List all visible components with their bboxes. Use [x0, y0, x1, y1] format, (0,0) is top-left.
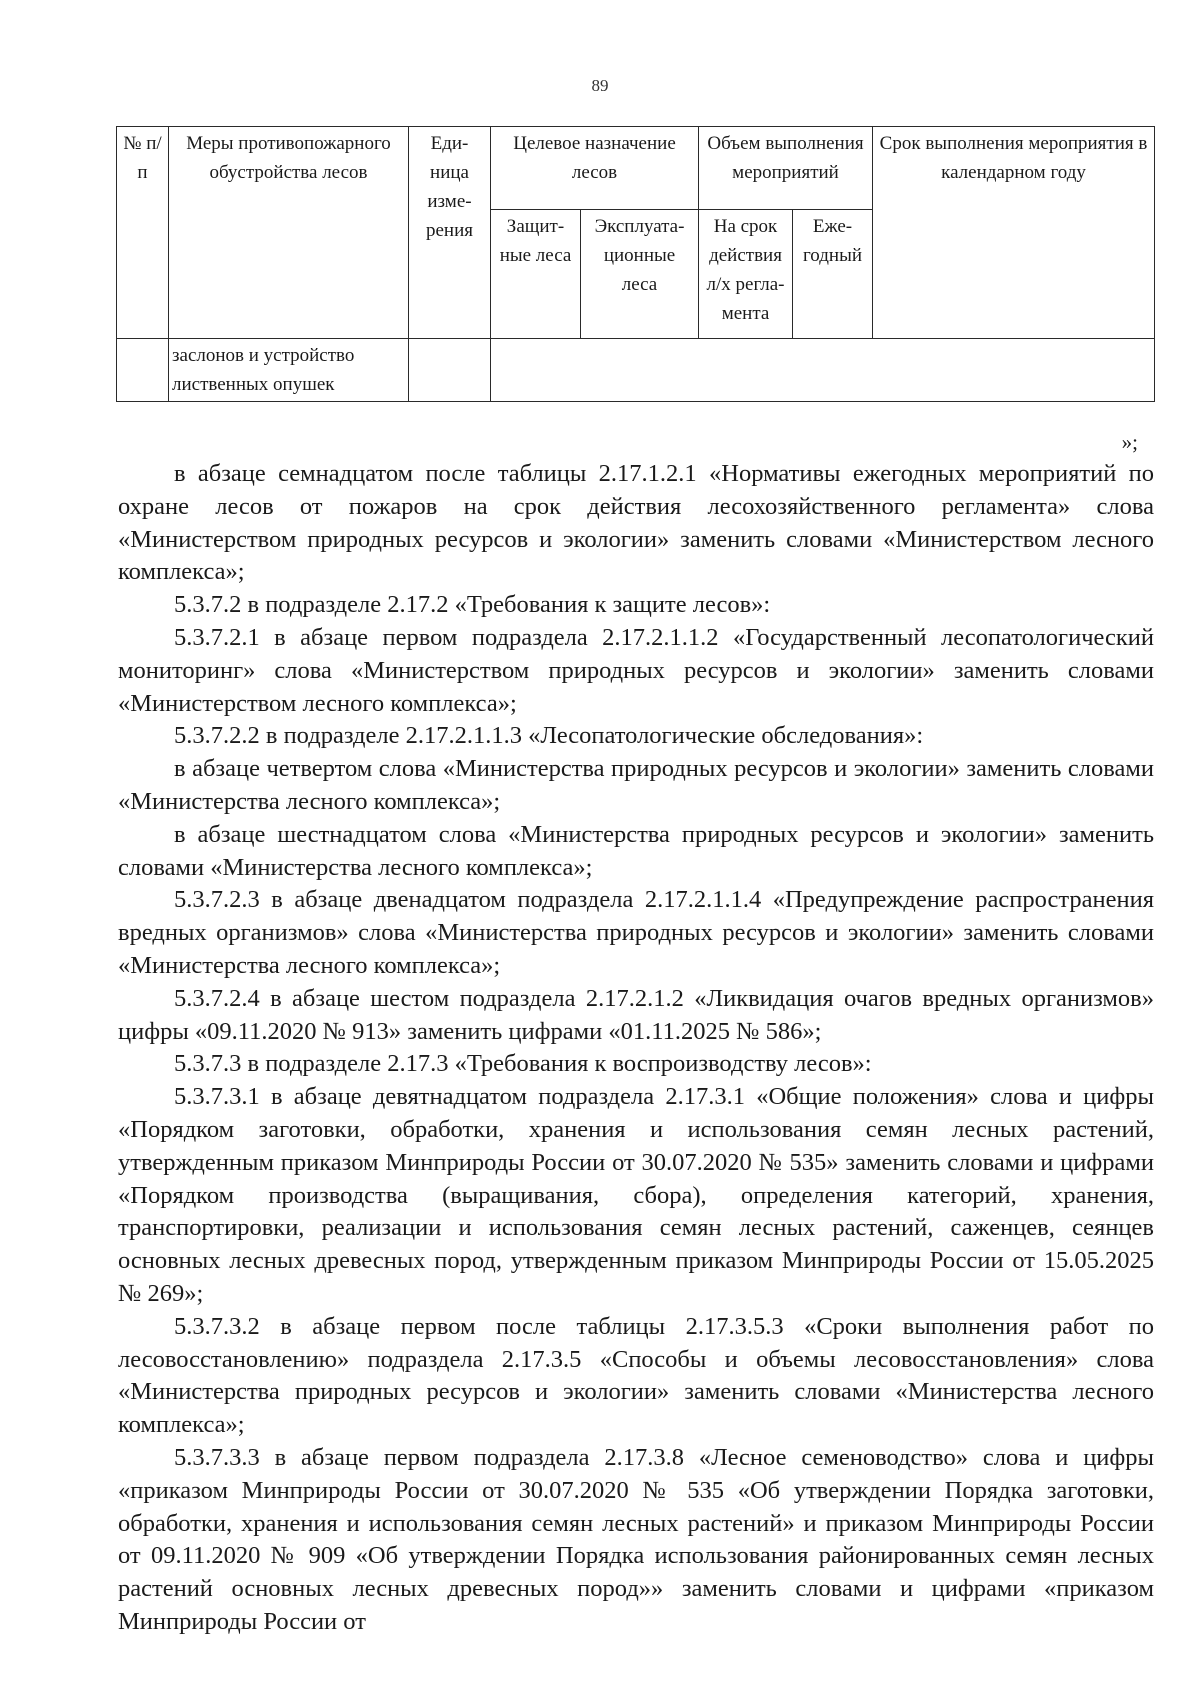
header-term: Срок выполнения мероприятия в календарном году: [873, 127, 1155, 339]
table-row: [117, 339, 1155, 402]
header-unit: Еди- ница изме- рения: [409, 127, 491, 339]
row-unit: [409, 339, 491, 402]
paragraph: 5.3.7.2.4 в абзаце шестом подраздела 2.17.2.1.2 «Ликвидация очагов вредных организмов» цифры «09.11.2020 № 913» заменить цифрами «01.11.2025 № 586»;: [118, 984, 1154, 1045]
paragraph: 5.3.7.2 в подразделе 2.17.2 «Требования к защите лесов»:: [174, 591, 771, 619]
page-number: 89: [591, 76, 609, 95]
header-num: № п/п: [117, 127, 169, 339]
paragraph: 5.3.7.3.3 в абзаце первом подраздела 2.17.3.8 «Лесное семеноводство» слова и цифры «приказом Минприроды России от 30.07.2020 № 535 «Об утверждении Порядка заготовки, обработки, хранения и использования семян лесных растений» и приказом Минприроды России от 09.11.2020 № 909 «Об утверждении Порядка использования районированных семян лесных растений основных лесных древесных пород»» заменить словами и цифрами «приказом Минприроды России от: [118, 1443, 1154, 1635]
paragraph: в абзаце четвертом слова «Министерства природных ресурсов и экологии» заменить словами «Министерства лесного комплекса»;: [118, 755, 1154, 815]
row-num: [117, 339, 169, 402]
paragraph: 5.3.7.2.3 в абзаце двенадцатом подраздела 2.17.2.1.1.4 «Предупреждение распространения вредных организмов» слова «Министерства природных ресурсов и экологии» заменить словами «Министерства лесного комплекса»;: [118, 886, 1154, 979]
closing-quote-mark: »;: [1121, 430, 1138, 454]
paragraph: в абзаце семнадцатом после таблицы 2.17.1.2.1 «Нормативы ежегодных мероприятий по охране лесов от пожаров на срок действия лесохозяйственного регламента» слова «Министерством природных ресурсов и экологии» заменить словами «Министерством лесного комплекса»;: [118, 460, 1154, 586]
paragraph: 5.3.7.2.1 в абзаце первом подраздела 2.17.2.1.1.2 «Государственный лесопатологический мониторинг» слова «Министерством природных ресурсов и экологии» заменить словами «Министерством лесного комплекса»;: [118, 623, 1154, 717]
header-protective: Защит- ные леса: [491, 210, 581, 339]
paragraph: 5.3.7.3 в подразделе 2.17.3 «Требования к воспроизводству лесов»:: [174, 1050, 872, 1078]
header-exploitation: Эксплуата- ционные леса: [581, 210, 699, 339]
paragraph: 5.3.7.3.1 в абзаце девятнадцатом подраздела 2.17.3.1 «Общие положения» слова и цифры «Порядком заготовки, обработки, хранения и использования семян лесных растений, утвержденным приказом Минприроды России от 30.07.2020 № 535» заменить словами и цифрами «Порядком производства (выращивания, сбора), определения категорий, хранения, транспортировки, реализации и использования семян лесных растений, саженцев, сеянцев основных лесных древесных пород, утвержденным приказом Минприроды России от 15.05.2025 № 269»;: [118, 1083, 1154, 1307]
header-regulation-period: На срок действия л/х регла- мента: [699, 210, 793, 339]
table-header-row: [117, 127, 1155, 210]
row-measure: заслонов и устройство лиственных опушек: [169, 339, 409, 402]
header-measures: Меры противопожарного обустройства лесов: [169, 127, 409, 339]
header-annual: Еже- годный: [793, 210, 873, 339]
row-rest: [491, 339, 1155, 402]
paragraph: 5.3.7.2.2 в подразделе 2.17.2.1.1.3 «Лесопатологические обследования»:: [174, 722, 924, 750]
header-volume: Объем выполнения мероприятий: [699, 127, 873, 210]
fire-measures-table: [116, 126, 1155, 402]
body-text: [118, 458, 1154, 1639]
header-purpose: Целевое назначение лесов: [491, 127, 699, 210]
paragraph: в абзаце шестнадцатом слова «Министерства природных ресурсов и экологии» заменить словами «Министерства лесного комплекса»;: [118, 820, 1154, 881]
paragraph: 5.3.7.3.2 в абзаце первом после таблицы 2.17.3.5.3 «Сроки выполнения работ по лесовосстановлению» подраздела 2.17.3.5 «Способы и объемы лесовосстановления» слова «Министерства природных ресурсов и экологии» заменить словами «Министерства лесного комплекса»;: [118, 1312, 1154, 1439]
